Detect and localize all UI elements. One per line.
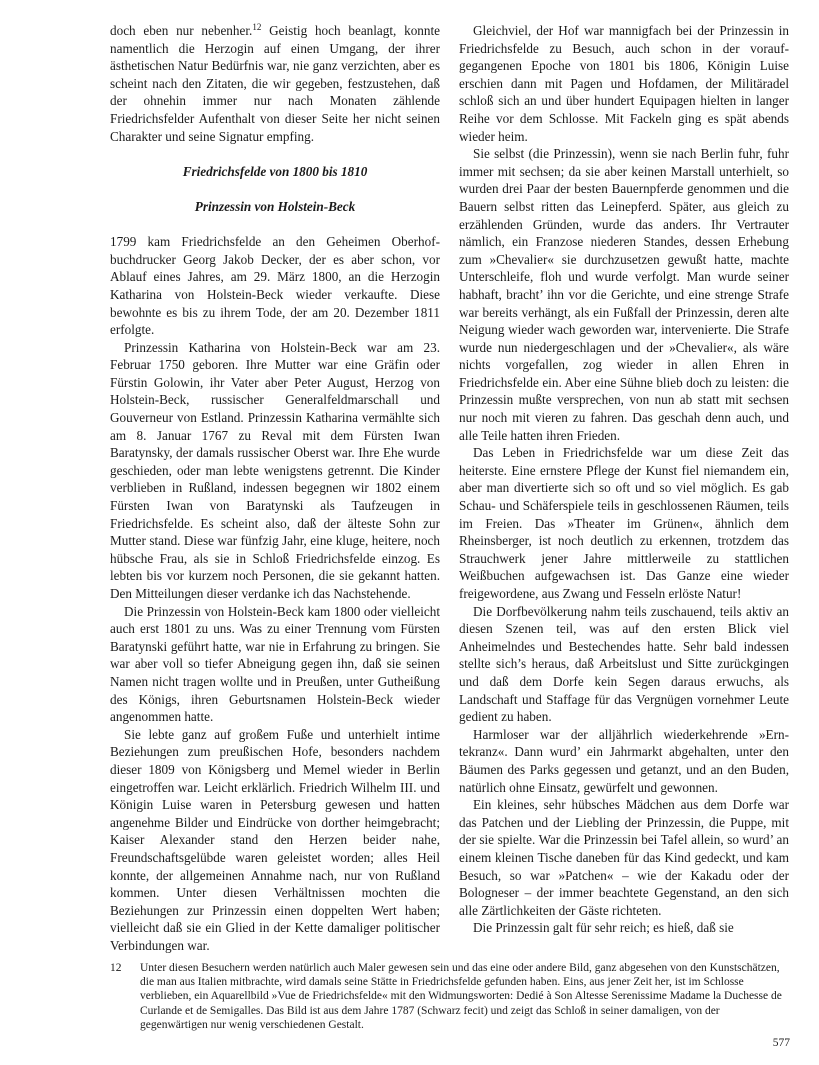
footnote-number: 12 <box>110 962 122 974</box>
paragraph: 1799 kam Friedrichsfelde an den Geheimen Oberhofbuchdrucker Georg Jakob Decker, der es aber schon, vor Ablauf eines Jahres, am 29. März 1800, an die Herzogin Katharina von Holstein-Beck wieder verkaufte. Diese bewohnte es bis zu ihrem Tode, der am 20. Dezember 1811 erfolgte. <box>110 234 440 338</box>
paragraph-text-rest: Geistig hoch beanlagt, konnte namentlich die Herzogin auf einen Umgang, der ihrer ästhetischen Natur Bedürfnis war, nie ganz verzichten, aber es scheint nach den Zitaten, die wir gegeben, festzustehen, daß der ohnehin immer nur nach Monaten zählende Friedrichsfelder Aufenthalt von dieser Seite her nicht seinen Charakter und seine Signatur empfing. <box>110 23 440 144</box>
section-subheading: Prinzessin von Holstein-Beck <box>194 198 356 214</box>
paragraph: Sie selbst (die Prinzessin), wenn sie nach Berlin fuhr, fuhr immer mit sechsen; da sie aber keinen Marstall unterhielt, so wurden drei Paar der besten Bauernpferde genommen und die Bauern selbst ritten das Leinepferd. Später, aus gleich zu erzählenden Gründen, wurde das anders. Ihr Vertrauter nämlich, ein Franzose niederen Standes, dessen Erhebung zum »Chevalier« sie durchzusetzen gewußt hatte, machte Unterschleife, floh und wurde verfolgt. Man wurde seiner habhaft, bracht’ ihn vor die Gerichte, und eine strenge Strafe war bereits verhängt, als ein Fußfall der Prinzessin, deren alte Neigung wieder wach geworden war, intervenierte. Die Strafe wurde nun niedergeschlagen und der »Chevalier«, als wäre nichts vorgefallen, zog wieder in allen Ehren in Friedrichsfelde ein. Aber eine Sühne blieb doch zu leisten: die Prinzessin mußte versprechen, von nun ab statt mit sechsen nur noch mit vieren zu fahren. Das geschah denn auch, und alle Teile hatten ihren Frieden. <box>459 146 789 443</box>
footnote <box>110 961 790 1032</box>
paragraph: Das Leben in Friedrichsfelde war um diese Zeit das heiterste. Eine ernstere Pflege der Kunst fiel niemandem ein, aber man divertierte sich so oft und so viel möglich. Es gab Schau- und Schäferspiele teils in geschlossenen Räumen, teils im Freien. Das »Theater im Grünen«, ähnlich dem Rheinsberger, ist noch deutlich zu erkennen, trotzdem das Strauchwerk jener Jahre mittlerweile zu stattlichen Weißbuchen aufgewachsen ist. Das Ganze eine wieder freigewordene, aus Zwang und Fesseln erlöste Natur! <box>459 445 789 601</box>
section-heading: Friedrichsfelde von 1800 bis 1810 <box>182 163 368 179</box>
continued-paragraph <box>110 22 440 145</box>
paragraph: Gleichviel, der Hof war mannigfach bei der Prinzessin in Friedrichsfelde zu Besuch, auch schon in der voraufgegangenen Epoche von 1801 bis 1806, Königin Luise erschien dann mit Pagen und Hofdamen, der Militäradel schloß sich an und über hundert Equipagen hielten in langer Reihe vor dem Schlosse. Mit Fackeln ging es spät abends wieder heim. <box>459 23 789 144</box>
left-column <box>110 22 440 954</box>
paragraph-text-start: doch eben nur nebenher. <box>110 23 253 38</box>
paragraph: Prinzessin Katharina von Holstein-Beck war am 23. Februar 1750 geboren. Ihre Mutter war eine Gräfin oder Fürstin Golowin, ihr Vater aber Peter August, Herzog von Holstein-Beck, russischer Generalfeldmarschall und Gouverneur von Estland. Prinzessin Katharina vermählte sich am 8. Januar 1767 zu Reval mit dem Fürsten Iwan Baratynsky, der damals russischer Oberst war. Ihre Ehe wurde geschieden, oder man lebte wenigstens getrennt. Die Kinder verblieben in Rußland, indessen begegnen wir 1802 einem Fürsten Iwan von Baratynski als Taufzeugen in Friedrichsfelde. Es scheint also, daß der älteste Sohn zur Mutter stand. Diese war fünfzig Jahr, eine kluge, heitere, noch hübsche Frau, als sie in Schloß Friedrichsfelde einzog. Es lebten bis vor kurzem noch Personen, die sie gekannt hatten. Den Mitteilungen dieser verdanke ich das Nachstehende. <box>110 339 440 601</box>
page-number: 577 <box>772 1037 790 1049</box>
paragraph: Ein kleines, sehr hübsches Mädchen aus dem Dorfe war das Patchen und der Liebling der Prinzessin, die Puppe, mit der sie spielte. War die Prinzessin bei Tafel allein, so wurd’ an einem kleinen Tische daneben für das Kind gedeckt, und kam Besuch, so war »Patchen« – wie der Kakadu oder der Bologneser – der immer beachtete Gegenstand, an den sich alle Zärtlichkeiten der Gäste richteten. <box>459 797 789 918</box>
paragraph: Die Prinzessin galt für sehr reich; es hieß, daß sie <box>473 920 734 936</box>
paragraph: Die Prinzessin von Holstein-Beck kam 1800 oder vielleicht auch erst 1801 zu uns. Was zu einer Trennung vom Fürsten Baratynski geführt hatte, war nie in Erfahrung zu bringen. Sie war aber voll so tiefer Abneigung gegen ihn, daß sie seinen Namen nicht tragen wollte und in Preußen, unter Gutheißung des Königs, ihren Geburtsnamen Holstein-Beck wieder angenommen hatte. <box>110 603 440 725</box>
paragraph: Die Dorfbevölkerung nahm teils zuschauend, teils aktiv an diesen Szenen teil, was auf den ersten Blick viel Anheimelndes und Bestechendes hatte. Sehr bald indessen stellte sich’s heraus, daß Arbeitslust und Sitte zurückgingen und daß dem Dorfe kein Segen daraus erwuchs, als Landschaft und Staffage für das Vergnügen vornehmer Leute gedient zu haben. <box>459 603 789 725</box>
paragraph: Harmloser war der alljährlich wiederkehrende »Erntekranz«. Dann wurd’ ein Jahrmarkt abgehalten, unter den Bäumen des Parks gegessen und getanzt, und an den Buden, natürlich ohne Einsatz, gewürfelt und gewonnen. <box>459 726 789 795</box>
right-column <box>459 22 789 937</box>
footnote-reference: 12 <box>252 22 262 32</box>
paragraph: Sie lebte ganz auf großem Fuße und unterhielt intime Beziehungen zum preußischen Hofe, besonders nachdem dieser 1809 von Königsberg und Memel wieder in Berlin eingetroffen war. Leicht erklärlich. Friedrich Wilhelm III. und Königin Luise waren in Petersburg gewesen und hatten angenehme Bilder und Eindrücke von dorther heimgebracht; Kaiser Alexander stand den Herzen beider nahe, Freundschaftsgelübde waren geleistet worden; alles Heil konnte, der allgemeinen Annahme nach, nur von Rußland kommen. Unter diesen Verhältnissen mochten die Beziehungen zur Prinzessin einen doppelten Wert haben; vielleicht daß sie ein Glied in der Kette damaliger politischer Verbindungen war. <box>110 726 440 953</box>
footnote-text: Unter diesen Besuchern werden natürlich auch Maler gewesen sein und das eine oder andere Bild, ganz abgesehen von den Kunstschätzen, die man aus Italien mitbrachte, wird damals seine Stätte in Friedrichsfelde gefunden haben. Eins, aus jener Zeit her, ist im Schlosse verblieben, ein Aquarellbild »Vue de Friedrichsfelde« mit den Widmungsworten: Dedié à Son Altesse Serenissime Madame la Duchesse de Curlande et de Semigalles. Das Bild ist aus dem Jahre 1787 (Schwarz fecit) und zeigt das Schloß in seiner damaligen, von der gegenwärtigen nur wenig verschiedenen Gestalt. <box>140 962 782 1031</box>
